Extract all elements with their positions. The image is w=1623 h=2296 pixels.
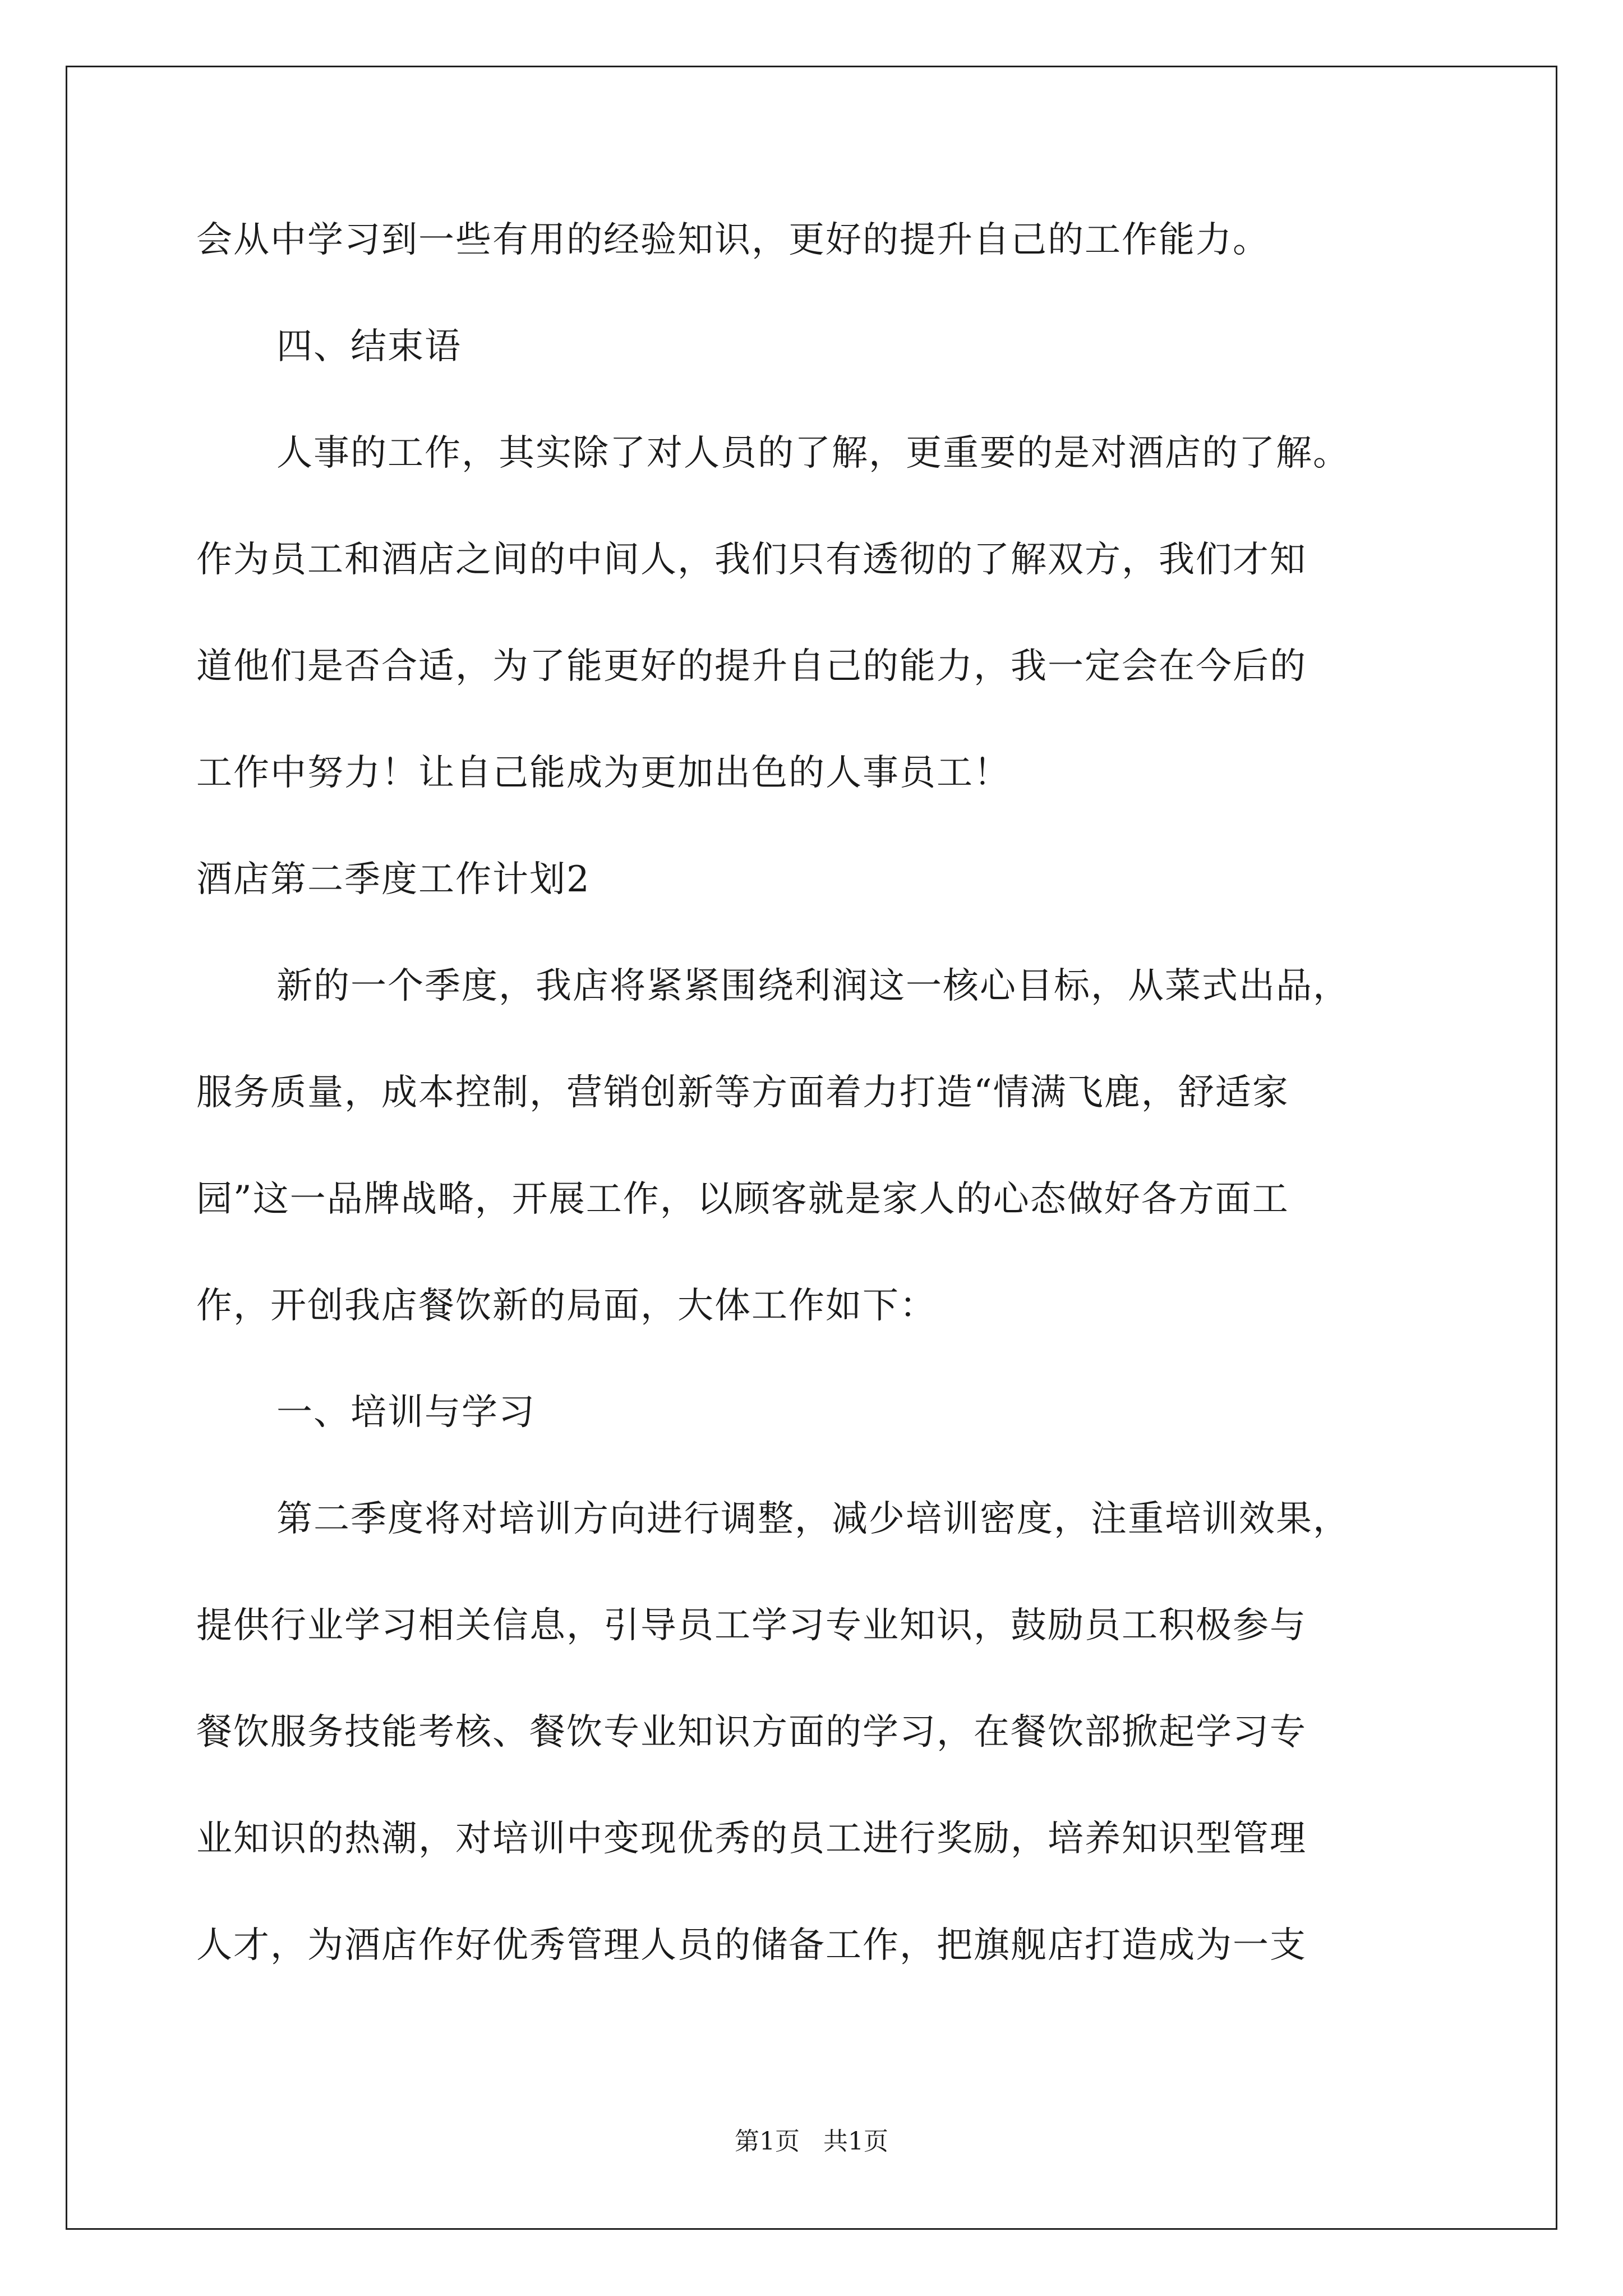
paragraph-line: 道他们是否合适，为了能更好的提升自己的能力，我一定会在今后的 [196,646,1307,687]
document-title: 酒店第二季度工作计划2 [196,859,591,900]
paragraph-line: 第二季度将对培训方向进行调整，减少培训密度，注重培训效果， [276,1498,1350,1540]
paragraph-line: 人才，为酒店作好优秀管理人员的储备工作，把旗舰店打造成为一支 [196,1925,1307,1966]
paragraph-line: 服务质量，成本控制，营销创新等方面着力打造“情满飞鹿，舒适家 [196,1072,1289,1114]
section-heading: 四、结束语 [276,326,462,367]
paragraph-line: 园”这一品牌战略，开展工作，以顾客就是家人的心态做好各方面工 [196,1179,1289,1220]
page-number-footer: 第1页 共1页 [735,2127,888,2156]
paragraph-line: 作为员工和酒店之间的中间人，我们只有透彻的了解双方，我们才知 [196,539,1307,581]
paragraph-line: 餐饮服务技能考核、餐饮专业知识方面的学习，在餐饮部掀起学习专 [196,1711,1307,1753]
paragraph-line: 提供行业学习相关信息，引导员工学习专业知识，鼓励员工积极参与 [196,1605,1307,1646]
paragraph-line: 人事的工作，其实除了对人员的了解，更重要的是对酒店的了解。 [276,432,1350,474]
section-heading: 一、培训与学习 [276,1392,536,1433]
paragraph-line: 会从中学习到一些有用的经验知识，更好的提升自己的工作能力。 [196,219,1270,261]
page-border [66,66,1557,2230]
paragraph-line: 业知识的热潮，对培训中变现优秀的员工进行奖励，培养知识型管理 [196,1818,1307,1860]
paragraph-line: 新的一个季度，我店将紧紧围绕利润这一核心目标，从菜式出品， [276,965,1350,1007]
paragraph-line: 作，开创我店餐饮新的局面，大体工作如下： [196,1285,937,1327]
paragraph-line: 工作中努力！让自己能成为更加出色的人事员工！ [196,752,1011,794]
